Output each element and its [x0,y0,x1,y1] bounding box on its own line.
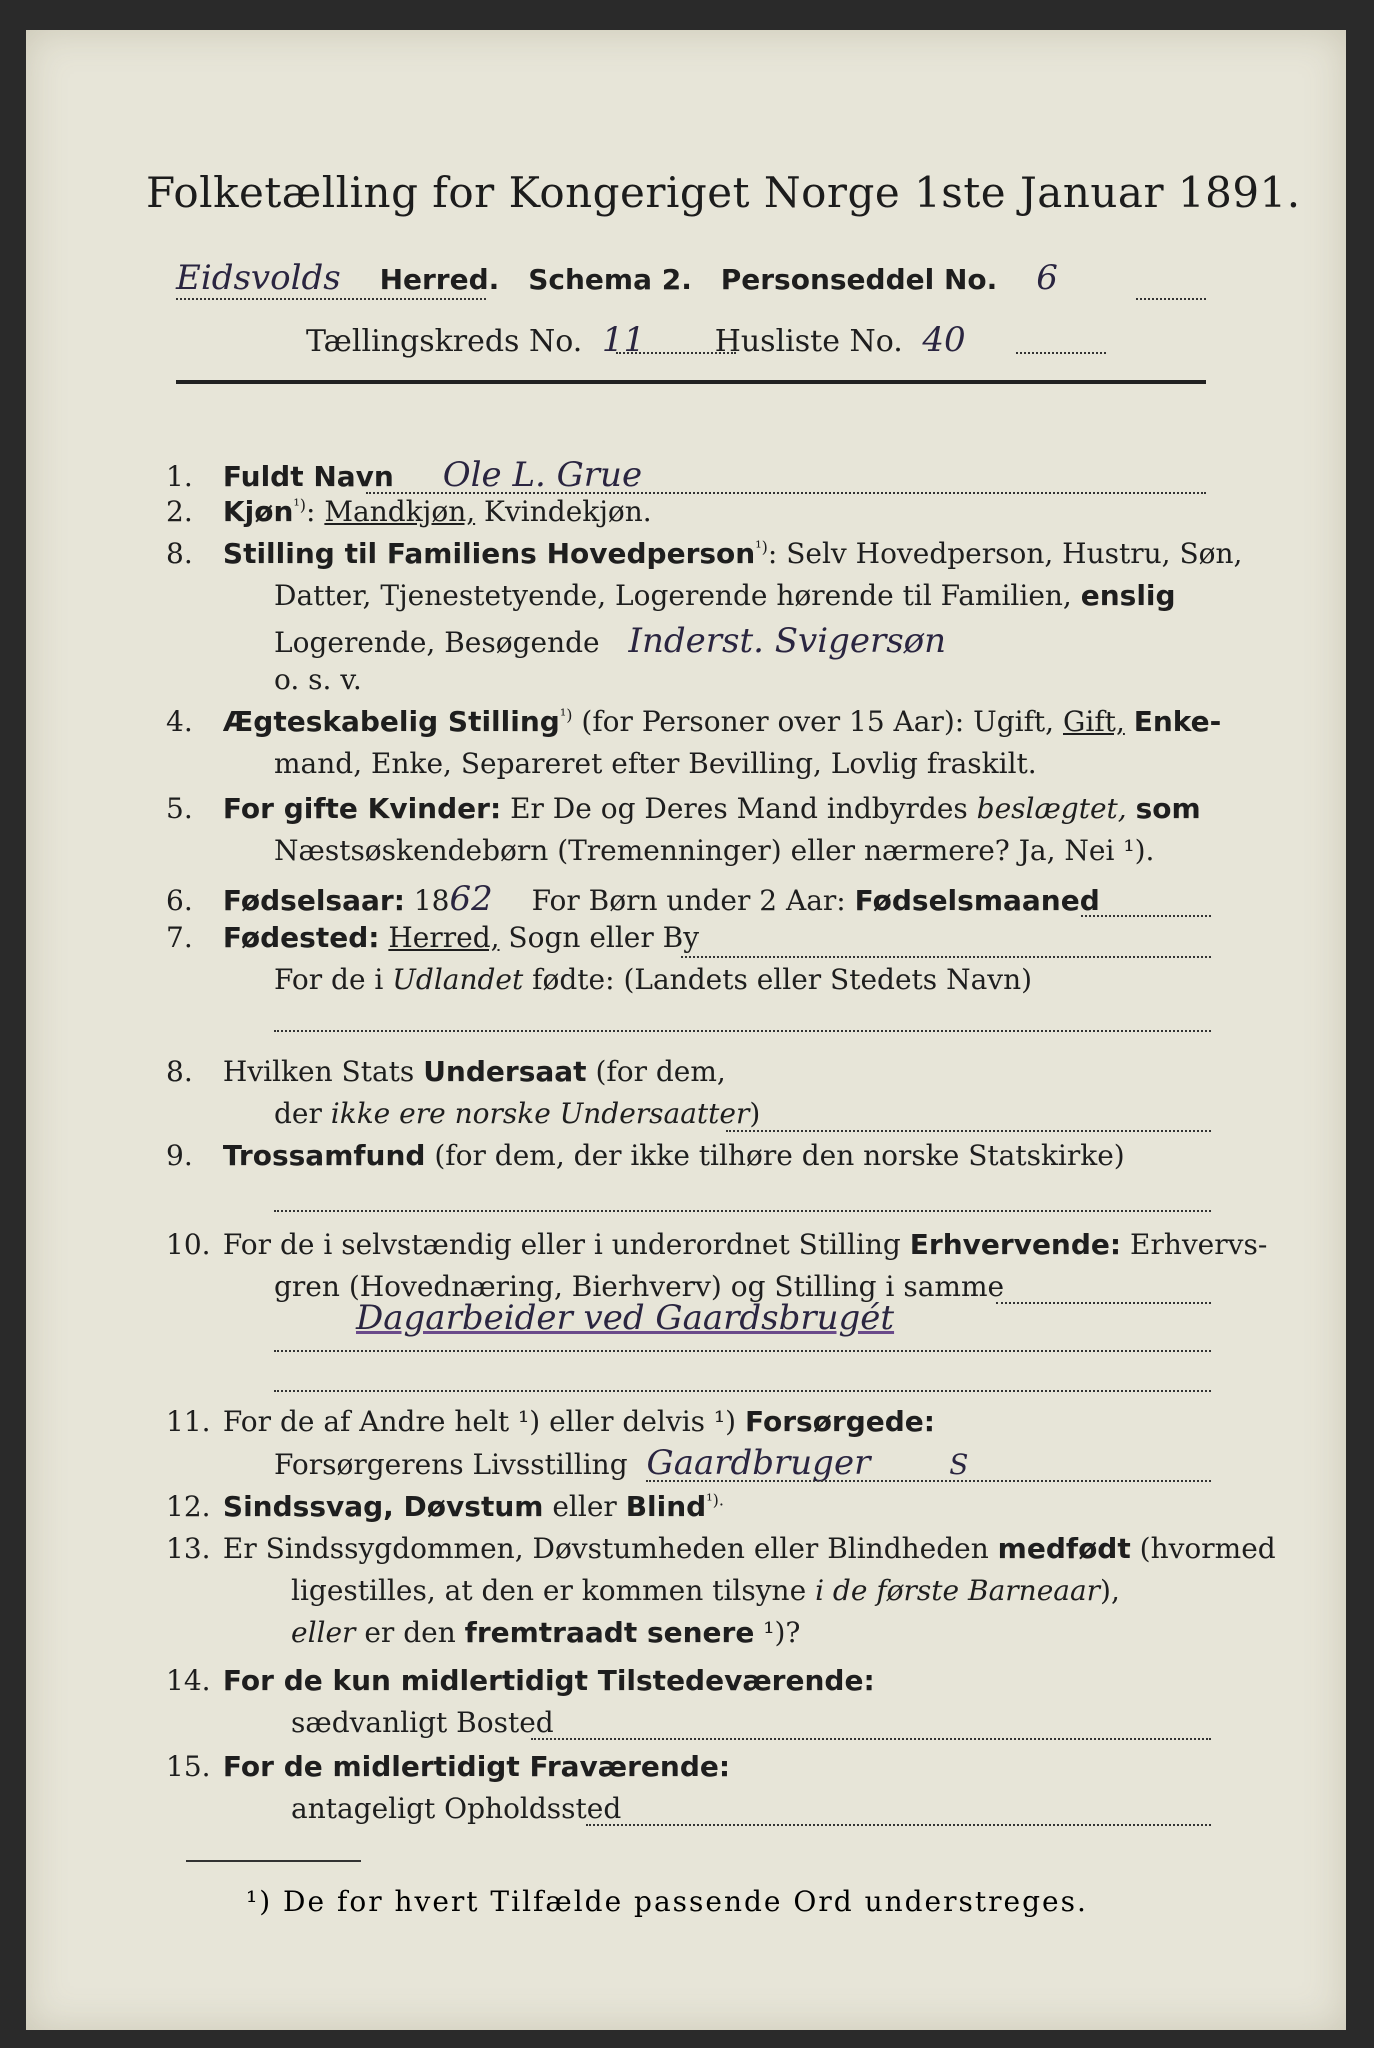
q11-row-1 [166,1405,935,1438]
q8-row-2 [274,1097,760,1130]
herred-line [176,258,1058,298]
q3-number: 8. [166,537,193,570]
q5-text-1: Er De og Deres Mand indbyrdes [510,792,968,825]
q8-text-2a: der [274,1097,322,1130]
q15-row-1 [166,1750,730,1783]
q9-number: 9. [166,1139,193,1172]
q5-label: For gifte Kvinder: [222,792,502,825]
q6-row [166,879,1100,919]
q12-text: eller [552,1490,617,1523]
q3-text-1: : Selv Hovedperson, Hustru, Søn, [767,537,1243,570]
q13-text-2b: i de første Barneaar [815,1574,1101,1607]
q7-option-herred: Herred, [388,921,500,954]
q3-row-2 [274,579,1176,612]
q2-label: Kjøn [222,495,294,528]
q14-row-2 [291,1706,554,1739]
q3-value: Inderst. Svigersøn [628,621,947,661]
form-title: Folketælling for Kongeriget Norge 1ste Januar 1891. [146,168,1301,217]
q12-row [166,1490,724,1523]
footnote: ¹) De for hvert Tilfælde passende Ord understreges. [246,1885,1088,1918]
q10-label: Erhvervende: [909,1228,1122,1261]
q14-label: For de kun midlertidigt Tilstedeværende: [222,1664,875,1697]
q12-label: Sindssvag, Døvstum [222,1490,544,1523]
q13-text-2c: ), [1100,1574,1120,1607]
q10-text-1b: Erhvervs- [1130,1228,1268,1261]
taellingskreds-value: 11 [601,320,646,360]
q5-row-2 [274,834,1154,867]
q7-text-2a: For de i [274,963,384,996]
q11-label: Forsørgede: [744,1405,935,1438]
q10-text-1a: For de i selvstændig eller i underordnet Stilling [222,1228,901,1261]
q11-row-2 [274,1443,968,1483]
q13-row-3 [291,1616,800,1649]
q5-number: 5. [166,792,193,825]
q13-number: 13. [166,1532,211,1565]
husliste-value: 40 [922,320,966,360]
q9-label: Trossamfund [222,1139,426,1172]
q6-label-2: Fødselsmaaned [854,884,1100,917]
q13-row-1 [166,1532,1276,1565]
q15-text: antageligt Opholdssted [291,1792,622,1825]
q11-value: Gaardbruger [646,1443,871,1483]
q8-label: Undersaat [423,1055,587,1088]
q6-prefix: 18 [413,884,450,917]
q14-text: sædvanligt Bosted [291,1706,554,1739]
q3-row-1 [166,537,1242,570]
q2-row: 2. Kjøn$^{^1)}$: Mandkjøn, Kvindekjøn. [166,495,652,528]
q10-value-row [356,1298,894,1338]
q4-text-2: mand, Enke, Separeret efter Bevilling, Lovlig fraskilt. [274,747,1037,780]
q10-number: 10. [166,1228,211,1261]
taellingskreds-line [306,320,966,360]
q3-text-2: Datter, Tjenestetyende, Logerende hørende til Familien, [274,579,1072,612]
q9-text: (for dem, der ikke tilhøre den norske Statskirke) [434,1139,1125,1172]
q3-text-enslig: enslig [1080,579,1176,612]
q8-text-2c: ) [749,1097,761,1130]
q13-row-2 [291,1574,1120,1607]
q13-text-3a: eller [291,1616,356,1649]
q6-number: 6. [166,884,193,917]
q3-text-4: o. s. v. [274,663,362,696]
q2-option-male: Mandkjøn, [324,495,476,528]
q10-value: Dagarbeider ved Gaardsbrugét [356,1298,895,1338]
personseddel-label: Personseddel No. [720,263,998,296]
q1-value: Ole L. Grue [442,455,643,495]
q2-option-female: Kvindekjøn. [484,495,652,528]
q14-number: 14. [166,1664,211,1697]
q2-footnote-mark: ¹) [293,495,307,515]
q7-row-2 [274,963,1032,996]
q4-footnote-mark: ¹) [559,705,573,725]
q1-number: 1. [166,460,193,493]
q4-text-enke: Enke- [1133,705,1222,738]
q7-label: Fødested: [222,921,380,954]
q15-label: For de midlertidigt Fraværende: [222,1750,731,1783]
q13-text-2a: ligestilles, at den er kommen tilsyne [291,1574,807,1607]
q13-text-1b: (hvormed [1139,1532,1276,1565]
q3-footnote-mark: ¹) [755,537,768,557]
personseddel-value: 6 [1036,258,1058,298]
q5-text-2: Næstsøskendebørn (Tremenninger) eller nærmere? Ja, Nei ¹). [274,834,1155,867]
q7-text-2c: fødte: (Landets eller Stedets Navn) [532,963,1033,996]
q8-text-1a: Hvilken Stats [222,1055,415,1088]
q13-label-2: fremtraadt senere [464,1616,755,1649]
q13-text-3c: ¹)? [763,1616,801,1649]
q12-label-2: Blind [625,1490,707,1523]
q14-row-1 [166,1664,875,1697]
q6-text: For Børn under 2 Aar: [531,884,846,917]
census-form-sheet [26,30,1346,2030]
q13-text-1a: Er Sindssygdommen, Døvstumheden eller Blindheden [222,1532,989,1565]
q8-row-1 [166,1055,726,1088]
q7-text-udlandet: Udlandet [392,963,524,996]
q15-row-2 [291,1792,621,1825]
q3-row-4 [274,663,362,696]
q4-label: Ægteskabelig Stilling [222,705,560,738]
q6-label: Fødselsaar: [222,884,405,917]
q1-label: Fuldt Navn [222,460,394,493]
herred-label: Herred. [379,263,500,296]
husliste-label: Husliste No. [714,324,903,359]
q13-label: medfødt [997,1532,1131,1565]
q3-row-3 [274,621,946,661]
q12-number: 12. [166,1490,211,1523]
q4-row-2 [274,747,1037,780]
q2-number: 2. [166,495,193,528]
q4-number: 4. [166,705,193,738]
q5-row-1 [166,792,1201,825]
q8-text-2b: ikke ere norske Undersaatter [330,1097,750,1130]
q10-text-2: gren (Hovednæring, Bierhverv) og Stilling i samme [274,1270,1005,1303]
q1-row [166,455,642,495]
q3-label: Stilling til Familiens Hovedperson [222,537,756,570]
header-rule [176,380,1206,384]
q11-number: 11. [166,1405,211,1438]
q5-text-beslaegtet: beslægtet, [976,792,1127,825]
q9-row [166,1139,1125,1172]
q13-text-3b: er den [364,1616,456,1649]
q8-number: 8. [166,1055,193,1088]
q7-number: 7. [166,921,193,954]
q11-value-2: S [949,1448,969,1481]
q7-row-1 [166,921,699,954]
q5-text-som: som [1135,792,1201,825]
q12-footnote-mark: ¹). [706,1490,724,1510]
schema-label: Schema 2. [528,263,692,296]
q15-number: 15. [166,1750,211,1783]
q10-row-1 [166,1228,1267,1261]
q11-text-2: Forsørgerens Livsstilling [274,1448,628,1481]
herred-value: Eidsvolds [176,258,341,298]
q4-row-1 [166,705,1221,738]
footnote-rule [186,1860,361,1862]
q11-text-1: For de af Andre helt ¹) eller delvis ¹) [222,1405,737,1438]
q4-text-1: (for Personer over 15 Aar): Ugift, [581,705,1055,738]
q6-value: 62 [449,879,493,919]
q8-text-1b: (for dem, [595,1055,726,1088]
q7-text-1: Sogn eller By [508,921,700,954]
q4-option-gift: Gift, [1063,705,1125,738]
q3-text-3: Logerende, Besøgende [274,626,600,659]
taellingskreds-label: Tællingskreds No. [306,324,583,359]
